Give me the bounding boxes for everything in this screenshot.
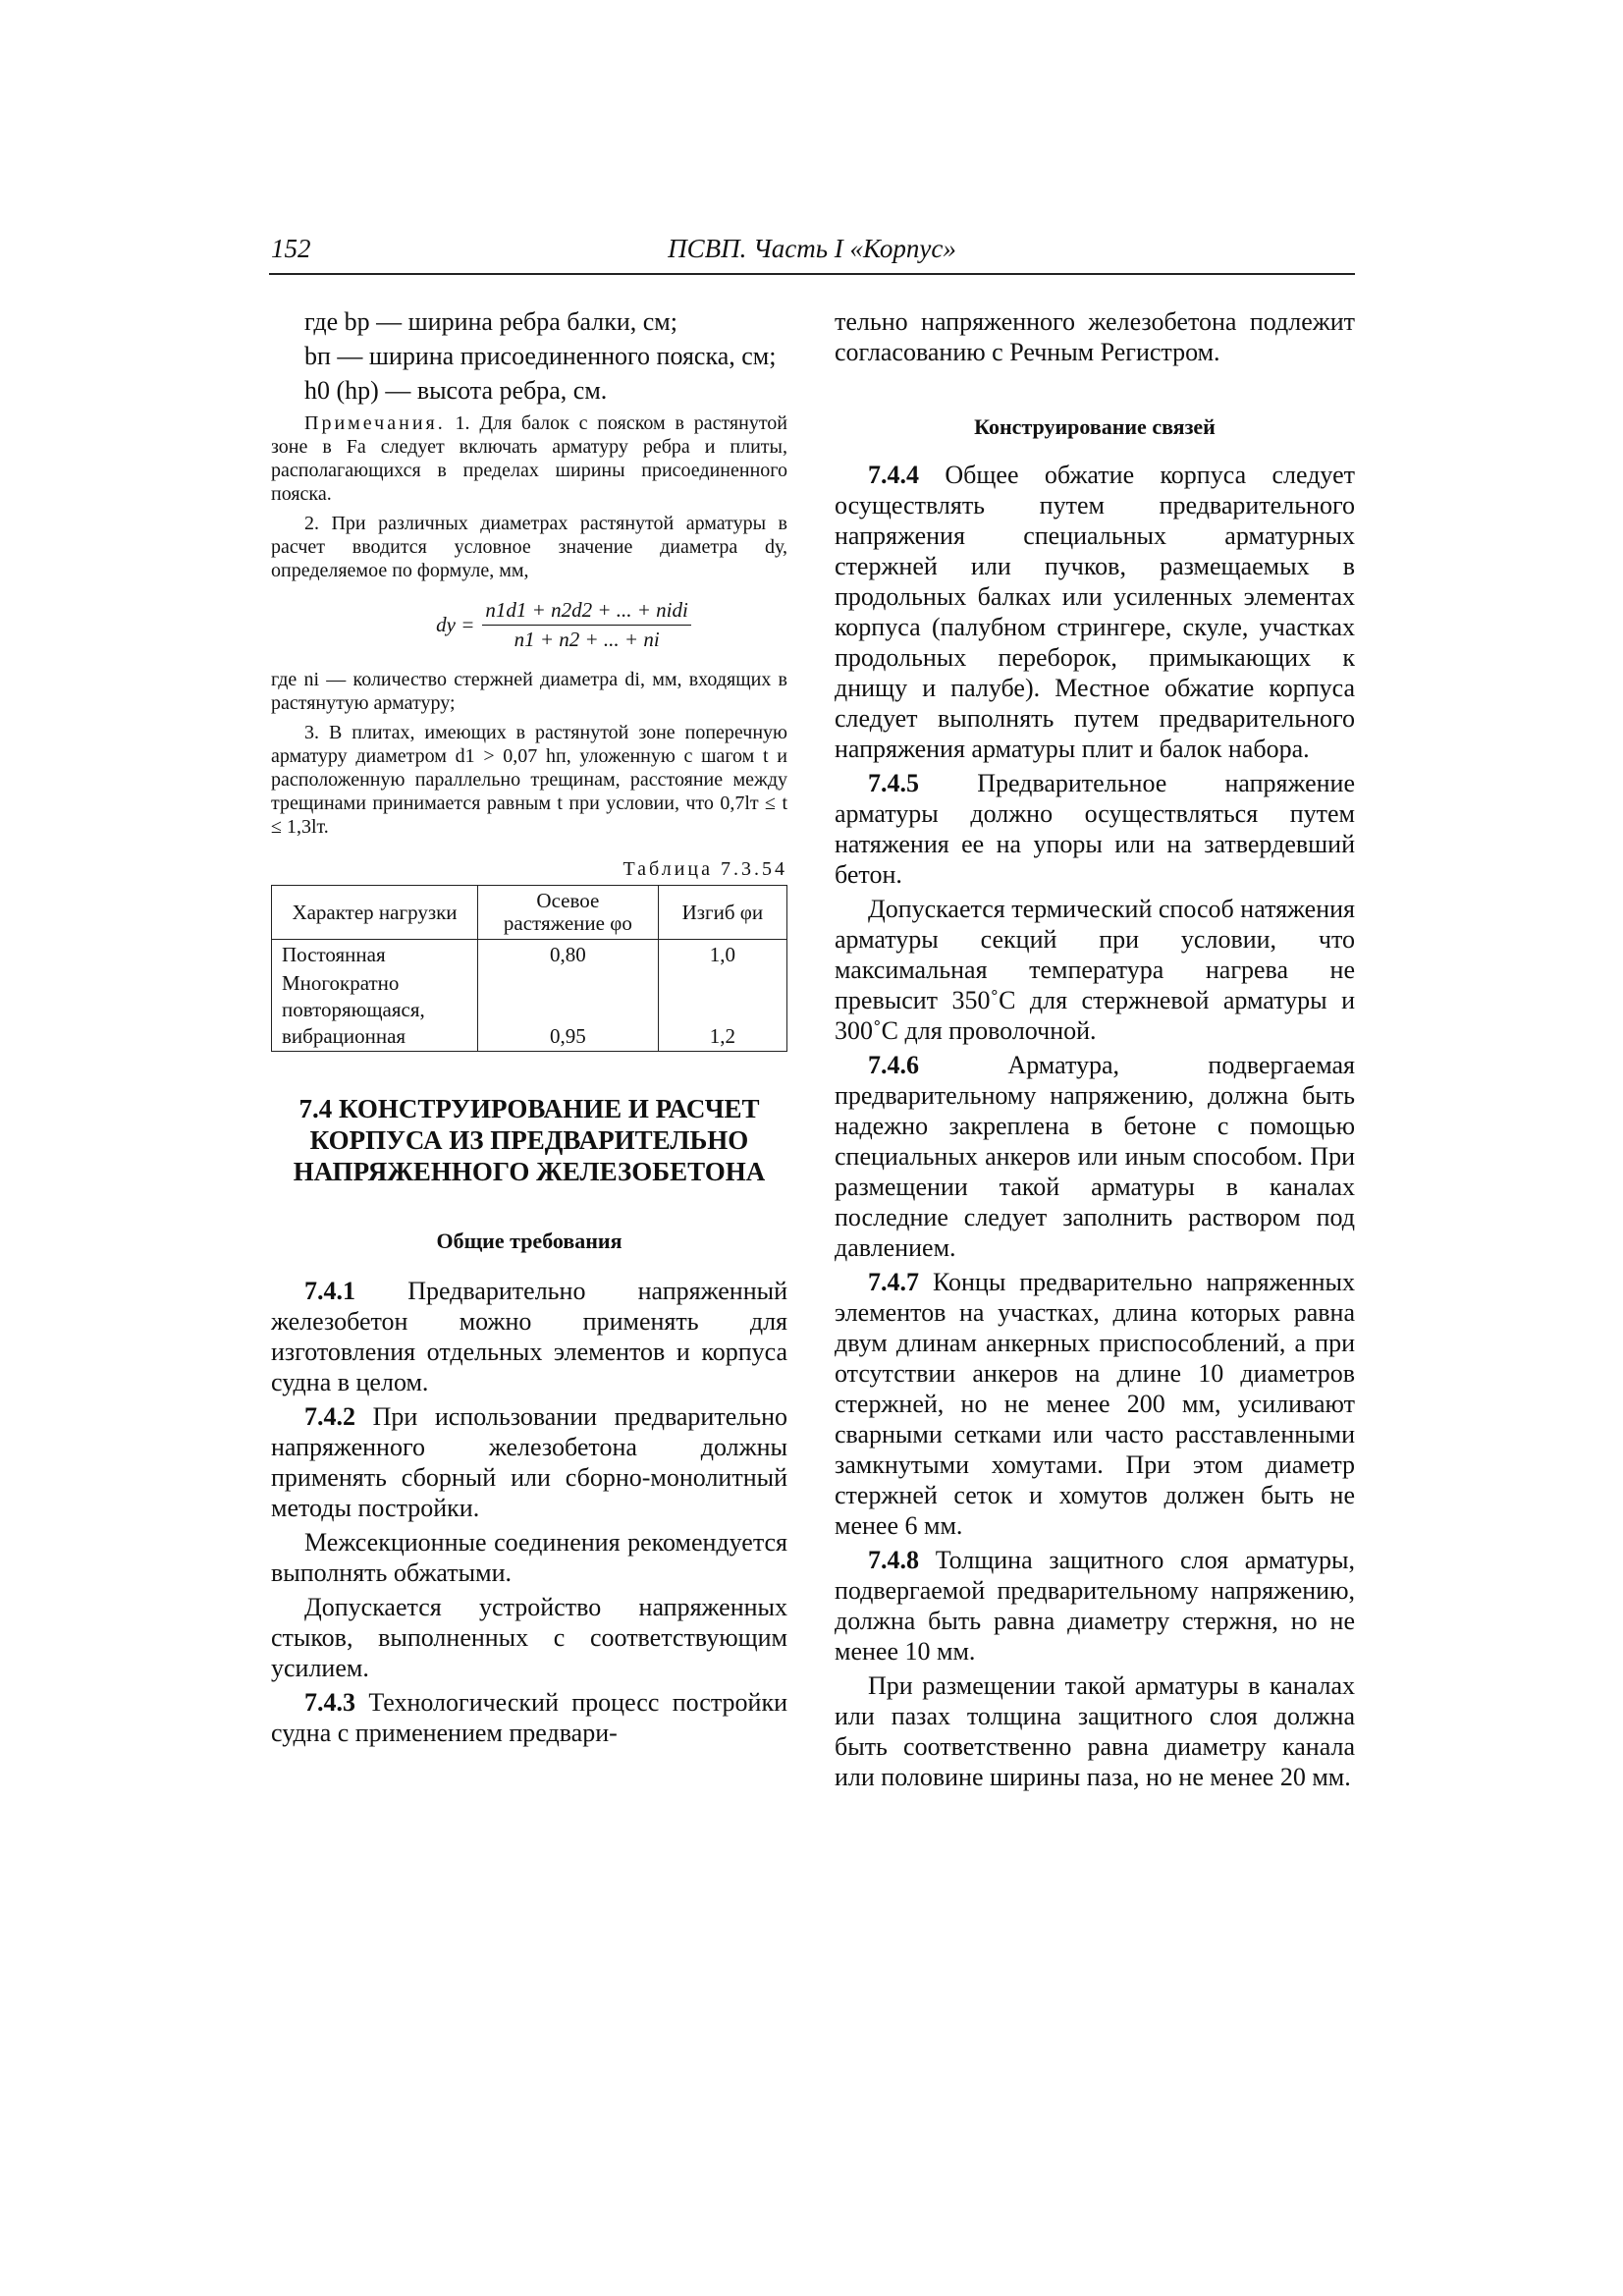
table-header-bend: Изгиб φи (658, 886, 786, 940)
clause-text: При использовании предварительно напряженного железобетона должны применять сборный или сборно-монолитный методы постройки. (271, 1402, 787, 1522)
paragraph-7-4-4 (835, 460, 1355, 764)
table-row (272, 969, 787, 1052)
subsection-heading: Общие требования (436, 1229, 622, 1253)
definition-h0: h0 (hр) — высота ребра, см. (304, 376, 608, 405)
table-cell-load: Постоянная (272, 940, 478, 970)
table-cell-bend: 1,2 (658, 969, 786, 1052)
clause-text: Предварительное напряжение арматуры должно осуществляться путем натяжения ее на упоры или на затвердевший бетон. (835, 769, 1356, 889)
definition-b-flange: bп — ширина присоединенного пояска, см; (304, 342, 777, 370)
clause-text: Технологический процесс постройки судна с применением предвари- (271, 1688, 787, 1747)
right-column (835, 306, 1355, 1792)
definition-b-rib: где bр — ширина ребра балки, см; (304, 307, 677, 336)
left-column (271, 306, 787, 1748)
note-2-where: где ni — количество стержней диаметра di, мм, входящих в растянутую арматуру; (271, 669, 787, 714)
table-header-axial: Осевое растяжение φо (478, 886, 659, 940)
formula-fraction (482, 598, 690, 652)
formula-denominator: n1 + n2 + ... + ni (514, 628, 660, 651)
running-header (269, 234, 1355, 275)
paragraph-7-4-8 (835, 1545, 1355, 1667)
paragraph-7-4-6 (835, 1050, 1355, 1263)
clause-number: 7.4.8 (868, 1546, 919, 1574)
clause-number: 7.4.7 (868, 1268, 919, 1296)
note-1 (271, 411, 787, 506)
diameter-formula (340, 598, 787, 652)
paragraph-7-4-1 (271, 1276, 787, 1397)
table-cell-bend: 1,0 (658, 940, 786, 970)
note-3: 3. В плитах, имеющих в растянутой зоне поперечную арматуру диаметром d1 > 0,07 hп, уложенную с шагом t и расположенную параллельно трещинам, расстояние между трещинами принимается равным t при условии, что 0,7lт ≤ t ≤ 1,3lт. (271, 722, 787, 838)
table-cell-axial: 0,95 (478, 969, 659, 1052)
paragraph-7-4-2 (271, 1401, 787, 1523)
paragraph-7-4-3 (271, 1687, 787, 1748)
paragraph-7-4-5 (835, 768, 1355, 890)
clause-number: 7.4.3 (304, 1688, 355, 1717)
clause-number: 7.4.6 (868, 1051, 919, 1079)
paragraph-7-4-2-c: Допускается устройство напряженных стыков, выполненных с соответствующим усилием. (271, 1593, 787, 1682)
formula-lhs: dу = (436, 613, 475, 636)
clause-text: Арматура, подвергаемая предварительному напряжению, должна быть надежно закреплена в бетоне с помощью специальных анкеров или иным способом. При размещении такой арматуры в каналах последние следует заполнить раствором под давлением. (835, 1051, 1355, 1262)
clause-text: Толщина защитного слоя арматуры, подвергаемой предварительному напряжению, должна быть равна диаметру стержня, но не менее 10 мм. (835, 1546, 1355, 1666)
formula-numerator: n1d1 + n2d2 + ... + nidi (482, 598, 690, 626)
subsection-heading: Конструирование связей (974, 414, 1216, 439)
notes-label: Примечания. (304, 412, 446, 434)
running-title: ПСВП. Часть I «Корпус» (668, 234, 956, 263)
clause-number: 7.4.5 (868, 769, 919, 797)
page-number: 152 (271, 234, 311, 263)
table-row (272, 940, 787, 970)
table-header-load: Характер нагрузки (272, 886, 478, 940)
paragraph-7-4-5-b: Допускается термический способ натяжения арматуры секций при условии, что максимальная температура нагрева не превысит 350˚С для стержневой арматуры и 300˚С для проволочной. (835, 895, 1355, 1045)
clause-text: Предварительно напряженный железобетон можно применять для изготовления отдельных элементов и корпуса судна в целом. (271, 1277, 787, 1396)
clause-text: Общее обжатие корпуса следует осуществлять путем предварительного напряжения специальных арматурных стержней или пучков, размещаемых в продольных балках или усиленных элементах корпуса (палубном стрингере, скуле, участках продольных переборок, примыкающих к днищу и палубе). Местное обжатие корпуса следует выполнять путем предварительного напряжения арматуры плит и балок набора. (835, 461, 1355, 763)
clause-number: 7.4.2 (304, 1402, 355, 1431)
table-cell-load: Многократно повторяющаяся, вибрационная (272, 969, 478, 1052)
table-header-row (272, 886, 787, 940)
paragraph-7-4-7 (835, 1267, 1355, 1541)
note-2: 2. При различных диаметрах растянутой арматуры в расчет вводится условное значение диаметра dу, определяемое по формуле, мм, (271, 513, 787, 581)
paragraph-7-4-8-b: При размещении такой арматуры в каналах или пазах толщина защитного слоя должна быть соответственно равна диаметру канала или половине ширины паза, но не менее 20 мм. (835, 1671, 1355, 1791)
section-heading: 7.4 КОНСТРУИРОВАНИЕ И РАСЧЕТ КОРПУСА ИЗ ПРЕДВАРИТЕЛЬНО НАПРЯЖЕННОГО ЖЕЛЕЗОБЕТОНА (293, 1094, 766, 1186)
clause-number: 7.4.1 (304, 1277, 355, 1305)
paragraph-7-4-3-continued: тельно напряженного железобетона подлежит согласованию с Речным Регистром. (835, 307, 1355, 366)
paragraph-7-4-2-b: Межсекционные соединения рекомендуется выполнять обжатыми. (271, 1528, 787, 1587)
table-cell-axial: 0,80 (478, 940, 659, 970)
clause-number: 7.4.4 (868, 461, 919, 489)
note-1-text: 1. Для балок с пояском в растянутой зоне в Fа следует включать арматуру ребра и плиты, располагающихся в пределах ширины присоединенного пояска. (271, 412, 788, 505)
coefficients-table (271, 885, 787, 1052)
clause-text: Концы предварительно напряженных элементов на участках, длина которых равна двум длинам анкерных приспособлений, а при отсутствии анкеров на длине 10 диаметров стержней, но не менее 200 мм, усиливают сварными сетками или часто расставленными замкнутыми хомутами. При этом диаметр стержней сеток и хомутов должен быть не менее 6 мм. (835, 1268, 1356, 1540)
table-caption: Таблица 7.3.54 (622, 858, 787, 880)
